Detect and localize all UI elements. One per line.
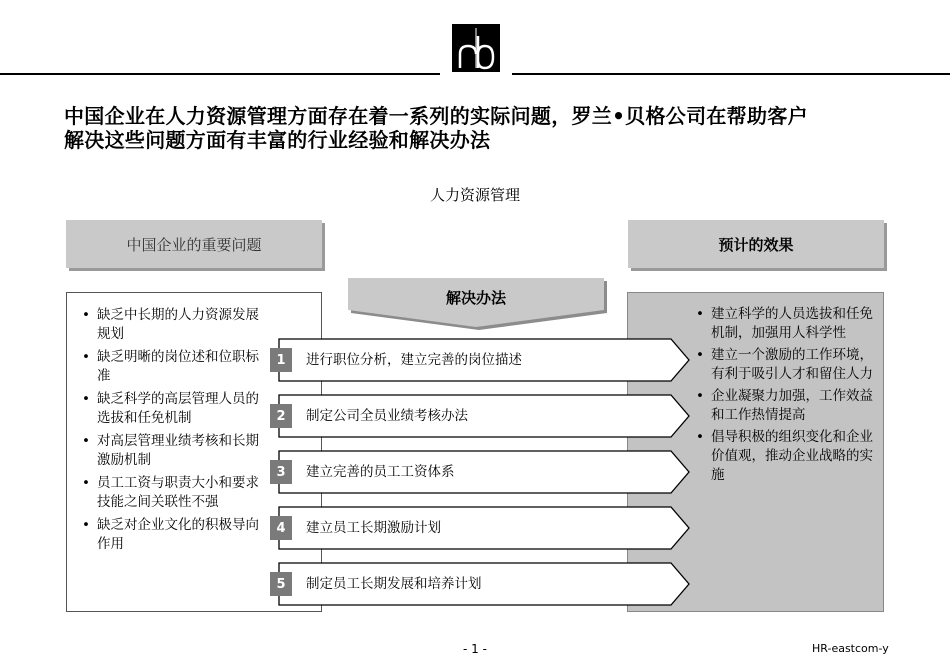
effect-item: • 建立一个激励的工作环境，有利于吸引人才和留住人力 [711, 346, 876, 384]
step-number-1: 1 [270, 348, 292, 372]
problems-header-label: 中国企业的重要问题 [126, 235, 262, 254]
problem-item: • 缺乏明晰的岗位述和位职标准 [97, 348, 263, 386]
step-text-3: 建立完善的员工工资体系 [306, 464, 455, 480]
document-code: HR-eastcom-y [812, 642, 889, 655]
step-text-5: 制定员工长期发展和培养计划 [306, 576, 482, 592]
problem-item: • 员工工资与职责大小和要求技能之间关联性不强 [97, 474, 263, 512]
diagram-subtitle: 人力资源管理 [429, 186, 520, 204]
step-text-1: 进行职位分析，建立完善的岗位描述 [306, 352, 522, 368]
step-text-4: 建立员工长期激励计划 [306, 520, 441, 536]
step-number-4: 4 [270, 516, 292, 540]
step-number-2: 2 [270, 404, 292, 428]
problem-item: • 缺乏中长期的人力资源发展规划 [97, 306, 263, 344]
problem-item: • 缺乏对企业文化的积极导向作用 [97, 516, 263, 554]
problem-item: • 缺乏科学的高层管理人员的选拔和任免机制 [97, 390, 263, 428]
step-text-2: 制定公司全员业绩考核办法 [306, 408, 468, 424]
effect-item: • 建立科学的人员选拔和任免机制，加强用人科学性 [711, 305, 876, 343]
page-number: - 1 - [463, 642, 487, 656]
step-number-5: 5 [270, 572, 292, 596]
effect-item: • 倡导积极的组织变化和企业价值观，推动企业战略的实施 [711, 428, 876, 485]
effects-header-label: 预计的效果 [718, 235, 794, 254]
title-line-2: 解决这些问题方面有丰富的行业经验和解决办法 [64, 128, 491, 152]
effect-item: • 企业凝聚力加强，工作效益和工作热情提高 [711, 387, 876, 425]
step-number-3: 3 [270, 460, 292, 484]
problem-item: • 对高层管理业绩考核和长期激励机制 [97, 432, 263, 470]
title-line-1: 中国企业在人力资源管理方面存在着一系列的实际问题，罗兰•贝格公司在帮助客户 [64, 104, 808, 128]
solution-header: 解决办法 [445, 289, 506, 307]
